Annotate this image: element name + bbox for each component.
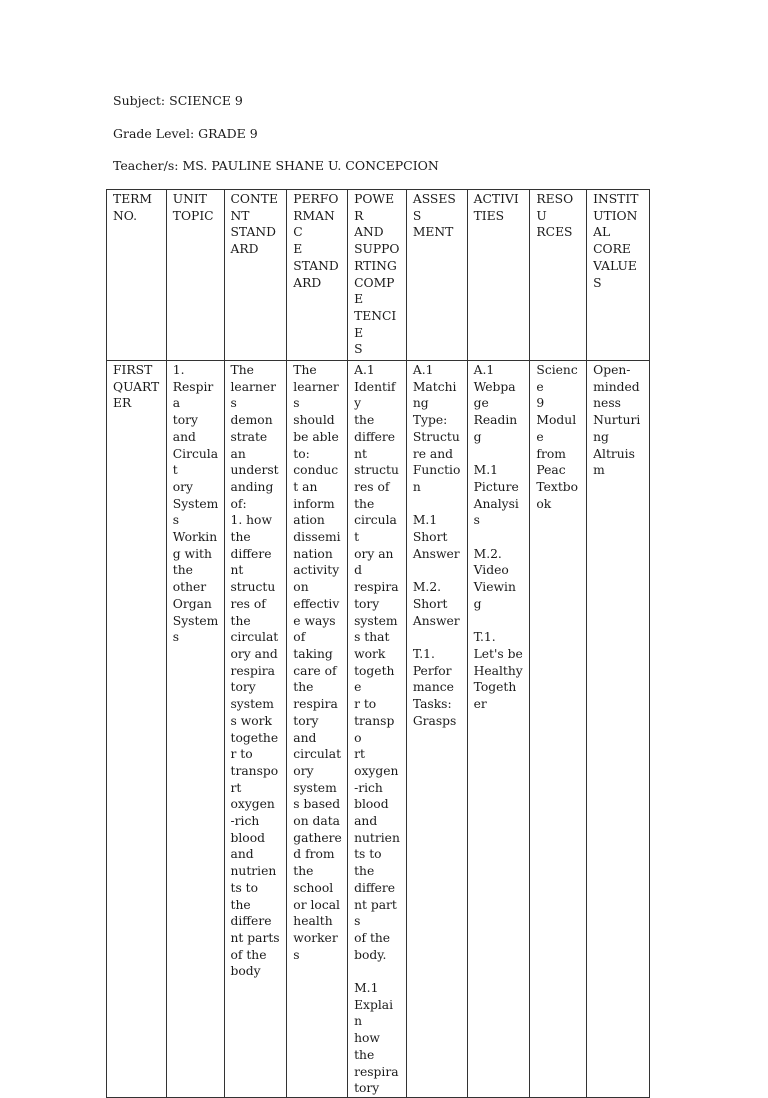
teacher-line	[113, 158, 439, 174]
grade-level-value: GRADE 9	[198, 126, 258, 141]
table-header-row	[107, 190, 650, 361]
header-activities: ACTIVI TIES	[467, 190, 530, 361]
cell-term: FIRST QUART ER	[107, 361, 167, 1098]
header-resources: RESOU RCES	[530, 190, 587, 361]
cell-competencies: A.1 Identify the differe nt structu res of the circulat ory and respira tory system s that work togethe r to transpo rt oxygen -rich blood and nutrien ts to the differe nt parts of the body. M.1 Explain how the respira tory	[348, 361, 407, 1098]
cell-resources: Science 9 Module from Peac Textbo ok	[530, 361, 587, 1098]
header-performance-standard: PERFO RMANC E STAND ARD	[287, 190, 348, 361]
header-unit-topic: UNIT TOPIC	[166, 190, 224, 361]
cell-core-values: Open- minded ness Nurturi ng Altruis m	[587, 361, 650, 1098]
cell-unit-topic: 1. Respira tory and Circulat ory System s Workin g with the other Organ System s	[166, 361, 224, 1098]
header-core-values: INSTIT UTION AL CORE VALUE S	[587, 190, 650, 361]
subject-line	[113, 93, 243, 109]
header-assessment: ASSESS MENT	[406, 190, 467, 361]
header-content-standard: CONTE NT STAND ARD	[224, 190, 287, 361]
grade-level-label: Grade Level:	[113, 126, 195, 141]
cell-content-standard: The learner s demon strate an underst anding of: 1. how the differe nt structu res of the circulat ory and respira tory system s work togethe r to transpo rt oxygen -rich blood and nutrien ts to the differe nt parts of the body	[224, 361, 287, 1098]
header-term-no: TERM NO.	[107, 190, 167, 361]
teacher-value: MS. PAULINE SHANE U. CONCEPCION	[182, 158, 439, 173]
grade-level-line	[113, 126, 258, 142]
curriculum-table	[106, 189, 650, 1098]
subject-value: SCIENCE 9	[169, 93, 243, 108]
header-competencies: POWER AND SUPPO RTING COMPE TENCIE S	[348, 190, 407, 361]
table-row	[107, 361, 650, 1098]
cell-assessment: A.1 Matchi ng Type: Structu re and Functio n M.1 Short Answer M.2. Short Answer T.1. Perfor mance Tasks: Grasps	[406, 361, 467, 1098]
teacher-label: Teacher/s:	[113, 158, 179, 173]
cell-performance-standard: The learner s should be able to: conduc t an inform ation dissemi nation activity on effectiv e ways of taking care of the respira tory and circulat ory system s based on data gathere d from the school or local health worker s	[287, 361, 348, 1098]
cell-activities: A.1 Webpa ge Readin g M.1 Picture Analysi s M.2. Video Viewin g T.1. Let's be Healthy Togeth er	[467, 361, 530, 1098]
subject-label: Subject:	[113, 93, 166, 108]
